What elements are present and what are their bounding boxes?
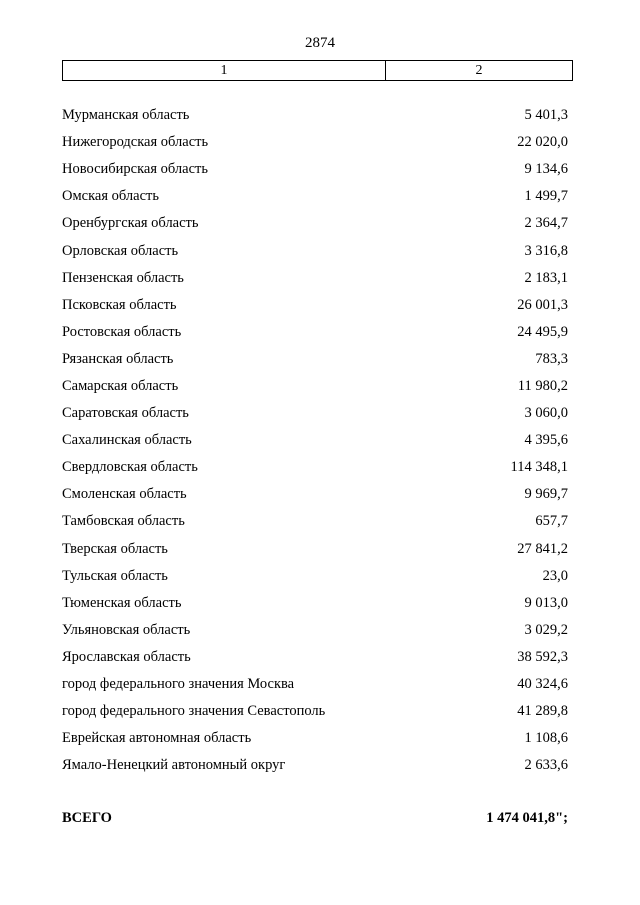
total-row	[62, 810, 568, 827]
region-value: 783,3	[535, 350, 568, 367]
region-name: Оренбургская область	[62, 215, 199, 232]
region-name: Тюменская область	[62, 594, 182, 611]
table-row	[62, 346, 568, 373]
region-name: Ульяновская область	[62, 621, 191, 638]
table-row	[62, 102, 568, 129]
table-row	[62, 183, 568, 210]
region-value: 3 316,8	[524, 242, 568, 259]
region-name: Ярославская область	[62, 648, 191, 665]
region-name: Ямало-Ненецкий автономный округ	[62, 757, 286, 774]
table-row	[62, 373, 568, 400]
table-row	[62, 210, 568, 237]
table-row	[62, 725, 568, 752]
region-value: 2 633,6	[524, 757, 568, 774]
table-row	[62, 563, 568, 590]
region-value: 38 592,3	[517, 648, 568, 665]
region-value: 1 108,6	[524, 730, 568, 747]
region-name: Рязанская область	[62, 350, 174, 367]
table-row	[62, 617, 568, 644]
region-value: 2 183,1	[524, 269, 568, 286]
table-row	[62, 644, 568, 671]
region-name: Псковская область	[62, 296, 177, 313]
table-row	[62, 427, 568, 454]
region-name: Пензенская область	[62, 269, 184, 286]
table-row	[62, 508, 568, 535]
table-row	[62, 237, 568, 264]
region-value: 2 364,7	[524, 215, 568, 232]
region-value: 26 001,3	[517, 296, 568, 313]
table-row	[62, 265, 568, 292]
table-row	[62, 671, 568, 698]
page-number: 2874	[305, 35, 335, 51]
table-row	[62, 698, 568, 725]
region-name: Новосибирская область	[62, 161, 208, 178]
region-name: Омская область	[62, 188, 159, 205]
region-name: город федерального значения Севастополь	[62, 703, 326, 720]
region-value: 23,0	[542, 567, 568, 584]
table-row	[62, 400, 568, 427]
region-name: Нижегородская область	[62, 134, 209, 151]
region-name: Тверская область	[62, 540, 168, 557]
region-value: 9 134,6	[524, 161, 568, 178]
region-value: 41 289,8	[517, 703, 568, 720]
table-row	[62, 292, 568, 319]
region-value: 657,7	[535, 513, 568, 530]
column-header-row	[62, 60, 573, 81]
table-row	[62, 156, 568, 183]
region-name: Саратовская область	[62, 405, 189, 422]
region-name: Еврейская автономная область	[62, 730, 252, 747]
column-header-2: 2	[475, 63, 483, 78]
table-row	[62, 536, 568, 563]
region-name: Орловская область	[62, 242, 179, 259]
region-name: Тульская область	[62, 567, 168, 584]
region-value: 9 969,7	[524, 486, 568, 503]
region-value: 114 348,1	[510, 459, 568, 476]
total-value: 1 474 041,8";	[486, 810, 568, 826]
table-row	[62, 590, 568, 617]
region-value: 5 401,3	[524, 107, 568, 124]
table-row	[62, 752, 568, 779]
region-value: 24 495,9	[517, 323, 568, 340]
table-row	[62, 454, 568, 481]
region-value: 3 060,0	[524, 405, 568, 422]
region-name: Смоленская область	[62, 486, 187, 503]
table-body	[62, 102, 568, 779]
total-label: ВСЕГО	[62, 810, 112, 826]
region-value: 22 020,0	[517, 134, 568, 151]
region-name: Мурманская область	[62, 107, 190, 124]
region-value: 27 841,2	[517, 540, 568, 557]
region-name: Тамбовская область	[62, 513, 185, 530]
region-value: 1 499,7	[524, 188, 568, 205]
region-value: 40 324,6	[517, 676, 568, 693]
region-name: Самарская область	[62, 377, 179, 394]
region-name: Свердловская область	[62, 459, 198, 476]
region-value: 11 980,2	[517, 377, 568, 394]
region-value: 3 029,2	[524, 621, 568, 638]
column-header-1: 1	[63, 61, 386, 80]
region-name: Ростовская область	[62, 323, 182, 340]
region-value: 4 395,6	[524, 432, 568, 449]
table-row	[62, 319, 568, 346]
region-value: 9 013,0	[524, 594, 568, 611]
table-row	[62, 129, 568, 156]
table-row	[62, 481, 568, 508]
region-name: Сахалинская область	[62, 432, 192, 449]
region-name: город федерального значения Москва	[62, 676, 295, 693]
